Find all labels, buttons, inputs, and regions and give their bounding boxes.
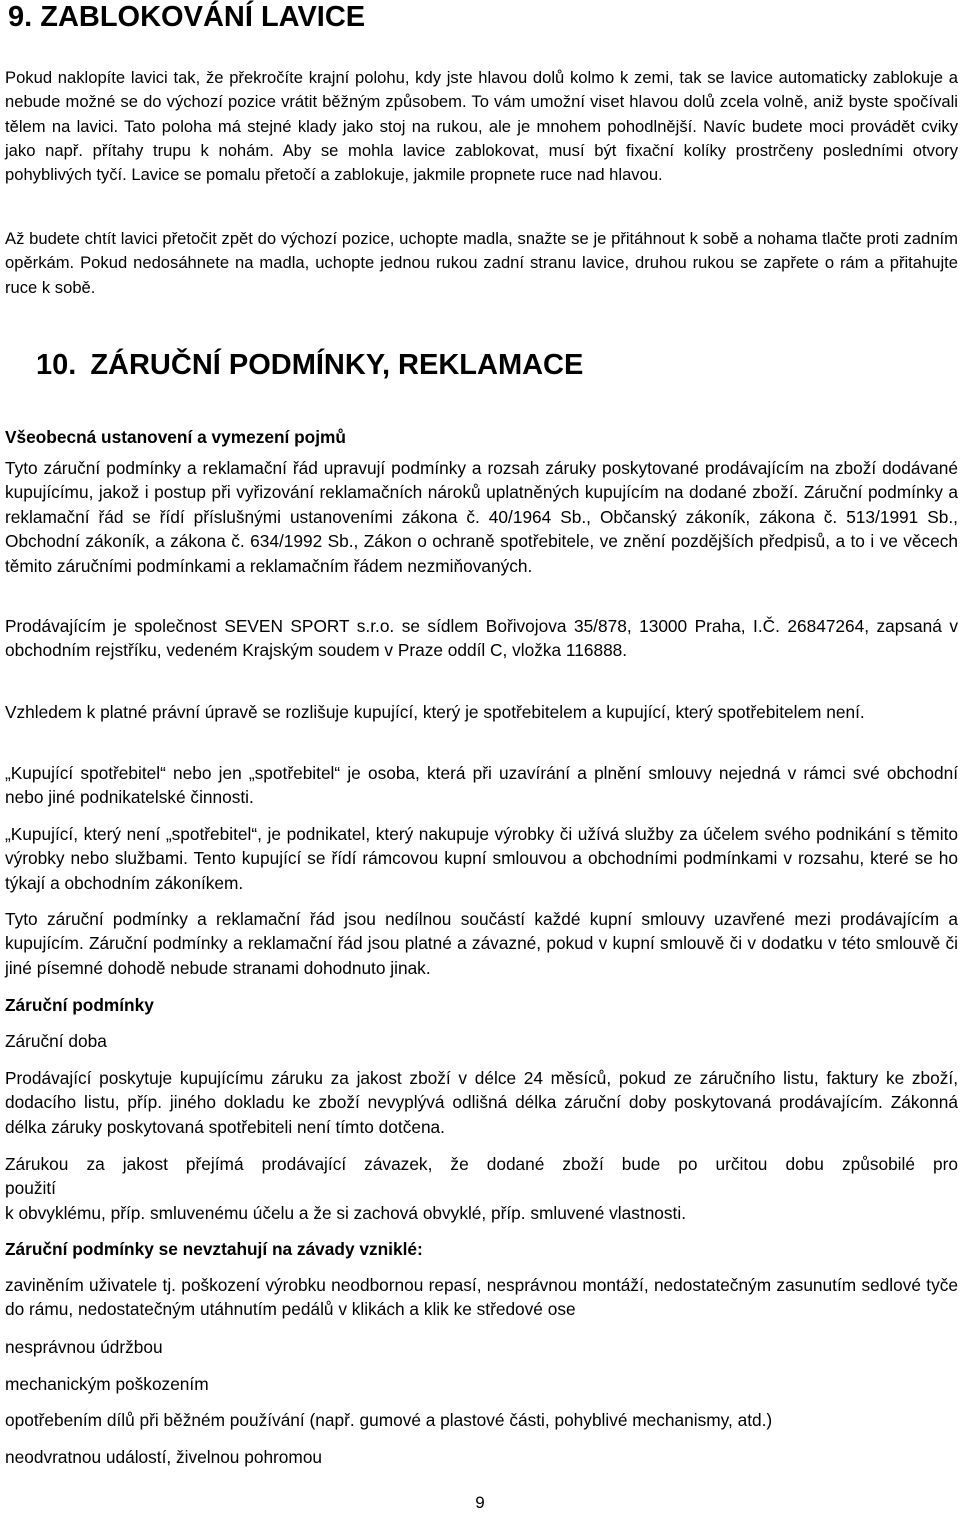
exclusion-item: mechanickým poškozením [5, 1374, 209, 1394]
exclusion-item: neodvratnou událostí, živelnou pohromou [5, 1447, 323, 1467]
exclusion-item: opotřebením dílů při běžném používání (např. gumové a plastové části, pohyblivé mechanismy, atd.) [5, 1410, 773, 1430]
exclusion-item: zaviněním uživatele tj. poškození výrobku neodbornou repasí, nesprávnou montáží, nedostatečným zasunutím sedlové tyče do rámu, nedostatečným utáhnutím pedálů v klikách a klik ke středové ose [5, 1275, 958, 1320]
paragraph-consumer-definition: „Kupující spotřebitel“ nebo jen „spotřebitel“ je osoba, která při uzavírání a plnění smlouvy nejedná v rámci své obchodní nebo jiné podnikatelské činnosti. [5, 763, 958, 808]
subheading-general: Všeobecná ustanovení a vymezení pojmů [5, 427, 346, 447]
paragraph-warranty-period: Prodávající poskytuje kupujícímu záruku za jakost zboží v délce 24 měsíců, pokud ze záručního listu, faktury ke zboží, dodacího listu, příp. jiného dokladu ke zboží nevyplývá odlišná délka záruční doby poskytovaná prodávajícím. Zákonná délka záruky poskytovaná spotřebiteli není tímto dotčena. [5, 1068, 958, 1137]
paragraph-non-consumer-definition: „Kupující, který není „spotřebitel“, je podnikatel, který nakupuje výrobky či užívá služby za účelem svého podnikání s těmito výrobky nebo službami. Tento kupující se řídí rámcovou kupní smlouvou a obchodními podmínkami v rozsahu, které se ho týkají a obchodním zákoníkem. [5, 824, 958, 893]
quality-guarantee-line-3: k obvyklému, příp. smluvenému účelu a že si zachová obvyklé, příp. smluvené vlastnosti. [5, 1202, 686, 1223]
section-9-paragraph-return: Až budete chtít lavici přetočit zpět do výchozí pozice, uchopte madla, snažte se je přitáhnout k sobě a nohama tlačte proti zadním opěrkám. Pokud nedosáhnete na madla, uchopte jednou rukou zadní stranu lavice, druhou rukou se zapřete o rám a přitahujte ruce k sobě. [5, 229, 958, 297]
quality-guarantee-line-2: použití [5, 1178, 56, 1199]
exclusion-item: nesprávnou údržbou [5, 1337, 163, 1357]
quality-guarantee-line-1: Zárukou za jakost přejímá prodávající závazek, že dodané zboží bude po určitou dobu způsobilé pro [5, 1154, 958, 1174]
subheading-warranty-conditions: Záruční podmínky [5, 995, 154, 1015]
page-number: 9 [475, 1493, 485, 1512]
label-warranty-period: Záruční doba [5, 1031, 107, 1051]
paragraph-integral-part: Tyto záruční podmínky a reklamační řád jsou nedílnou součástí každé kupní smlouvy uzavřené mezi prodávajícím a kupujícím. Záruční podmínky a reklamační řád jsou platné a závazné, pokud v kupní smlouvě či v dodatku v této smlouvě či jiné písemné dohodě nebude stranami dohodnuto jinak. [5, 909, 958, 978]
section-10-heading [36, 348, 583, 382]
section-10-number: 10. [36, 349, 77, 381]
paragraph-general-provisions: Tyto záruční podmínky a reklamační řád upravují podmínky a rozsah záruky poskytované prodávajícím na zboží dodávané kupujícímu, jakož i postup při vyřizování reklamačních nároků uplatněných kupujícím na dodané zboží. Záruční podmínky a reklamační řád se řídí příslušnými ustanoveními zákona č. 40/1964 Sb., Občanský zákoník, zákona č. 513/1991 Sb., Obchodní zákoník, a zákona č. 634/1992 Sb., Zákon o ochraně spotřebitele, ve znění pozdějších předpisů, a to i ve věcech těmito záručními podmínkami a reklamačním řádem nezmiňovaných. [5, 458, 958, 576]
section-9-heading: 9. ZABLOKOVÁNÍ LAVICE [8, 1, 366, 33]
section-10-title: ZÁRUČNÍ PODMÍNKY, REKLAMACE [90, 349, 584, 381]
paragraph-buyer-types: Vzhledem k platné právní úpravě se rozlišuje kupující, který je spotřebitelem a kupující, který spotřebitelem není. [5, 702, 865, 722]
subheading-exclusions: Záruční podmínky se nevztahují na závady vzniklé: [5, 1239, 423, 1259]
section-9-paragraph-locking: Pokud naklopíte lavici tak, že překročíte krajní polohu, kdy jste hlavou dolů kolmo k zemi, tak se lavice automaticky zablokuje a nebude možné se do výchozí pozice vrátit běžným způsobem. To vám umožní viset hlavou dolů zcela volně, aniž byste spočívali tělem na lavici. Tato poloha má stejné klady jako stoj na rukou, ale je mnohem pohodlnější. Navíc budete moci provádět cviky jako např. přítahy trupu k nohám. Aby se mohla lavice zablokovat, musí být fixační kolíky prostrčeny posledními otvory pohyblivých tyčí. Lavice se pomalu přetočí a zablokuje, jakmile propnete ruce nad hlavou. [5, 68, 958, 185]
paragraph-quality-guarantee [5, 1152, 958, 1225]
paragraph-seller: Prodávajícím je společnost SEVEN SPORT s.r.o. se sídlem Bořivojova 35/878, 13000 Praha, I.Č. 26847264, zapsaná v obchodním rejstříku, vedeném Krajským soudem v Praze oddíl C, vložka 116888. [5, 616, 958, 661]
